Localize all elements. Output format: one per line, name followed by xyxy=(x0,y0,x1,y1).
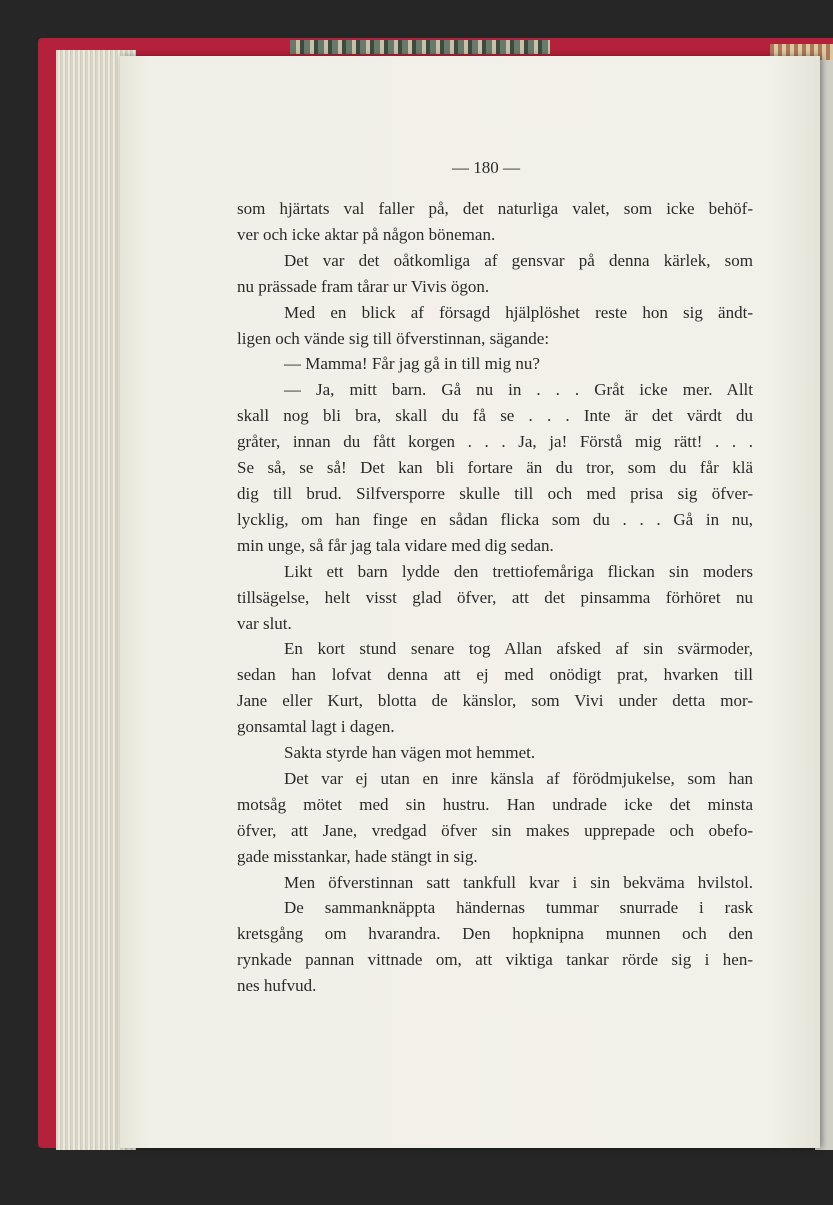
text-line: dig till brud. Silfversporre skulle till och med prisa sig öfver- xyxy=(237,483,753,503)
text-line: nu prässade fram tårar ur Vivis ögon. xyxy=(237,276,490,296)
text-line: Sakta styrde han vägen mot hemmet. xyxy=(284,743,536,763)
text-line: Med en blick af försagd hjälplöshet reste hon sig ändt- xyxy=(284,302,753,322)
text-line: Se så, se så! Det kan bli fortare än du tror, som du får klä xyxy=(237,458,753,478)
text-line: gonsamtal lagt i dagen. xyxy=(237,717,395,737)
text-line: Jane eller Kurt, blotta de känslor, som Vivi under detta mor- xyxy=(237,691,753,711)
body-text xyxy=(237,196,753,999)
text-line: öfver, att Jane, vredgad öfver sin makes upprepade och obefo- xyxy=(237,820,753,840)
text-line: min unge, så får jag tala vidare med dig sedan. xyxy=(237,535,554,555)
text-line: — Mamma! Får jag gå in till mig nu? xyxy=(284,354,540,374)
text-line: ligen och vände sig till öfverstinnan, sägande: xyxy=(237,328,550,348)
marbled-endpaper xyxy=(290,40,550,54)
text-line: tillsägelse, helt visst glad öfver, att det pinsamma förhöret nu xyxy=(237,587,753,607)
text-line: Det var ej utan en inre känsla af förödmjukelse, som han xyxy=(284,768,753,788)
text-line: nes hufvud. xyxy=(237,976,317,996)
text-line: gade misstankar, hade stängt in sig. xyxy=(237,846,478,866)
page-number: — 180 — xyxy=(452,158,520,177)
text-line: skall nog bli bra, skall du få se . . . Inte är det värdt du xyxy=(237,406,753,426)
text-line: rynkade pannan vittnade om, att viktiga tankar rörde sig i hen- xyxy=(237,950,753,970)
text-line: — Ja, mitt barn. Gå nu in . . . Gråt icke mer. Allt xyxy=(284,380,753,400)
text-line: Likt ett barn lydde den trettiofemåriga flickan sin moders xyxy=(284,561,753,581)
text-line: En kort stund senare tog Allan afsked af sin svärmoder, xyxy=(284,639,753,659)
text-line: Men öfverstinnan satt tankfull kvar i sin bekväma hvilstol. xyxy=(284,872,753,892)
text-line: sedan han lofvat denna att ej med onödigt prat, hvarken till xyxy=(237,665,753,685)
text-line: De sammanknäppta händernas tummar snurrade i rask xyxy=(284,898,753,918)
text-line: Det var det oåtkomliga af gensvar på denna kärlek, som xyxy=(284,250,753,270)
text-line: kretsgång om hvarandra. Den hopknipna munnen och den xyxy=(237,924,753,944)
text-line: som hjärtats val faller på, det naturliga valet, som icke behöf- xyxy=(237,199,753,218)
text-line: gråter, innan du fått korgen . . . Ja, ja! Förstå mig rätt! . . . xyxy=(237,432,753,452)
text-line: ver och icke aktar på någon böneman. xyxy=(237,224,496,244)
text-line: lycklig, om han finge en sådan flicka som du . . . Gå in nu, xyxy=(237,509,753,529)
text-line: var slut. xyxy=(237,613,292,633)
text-line: motsåg mötet med sin hustru. Han undrade icke det minsta xyxy=(237,794,753,814)
